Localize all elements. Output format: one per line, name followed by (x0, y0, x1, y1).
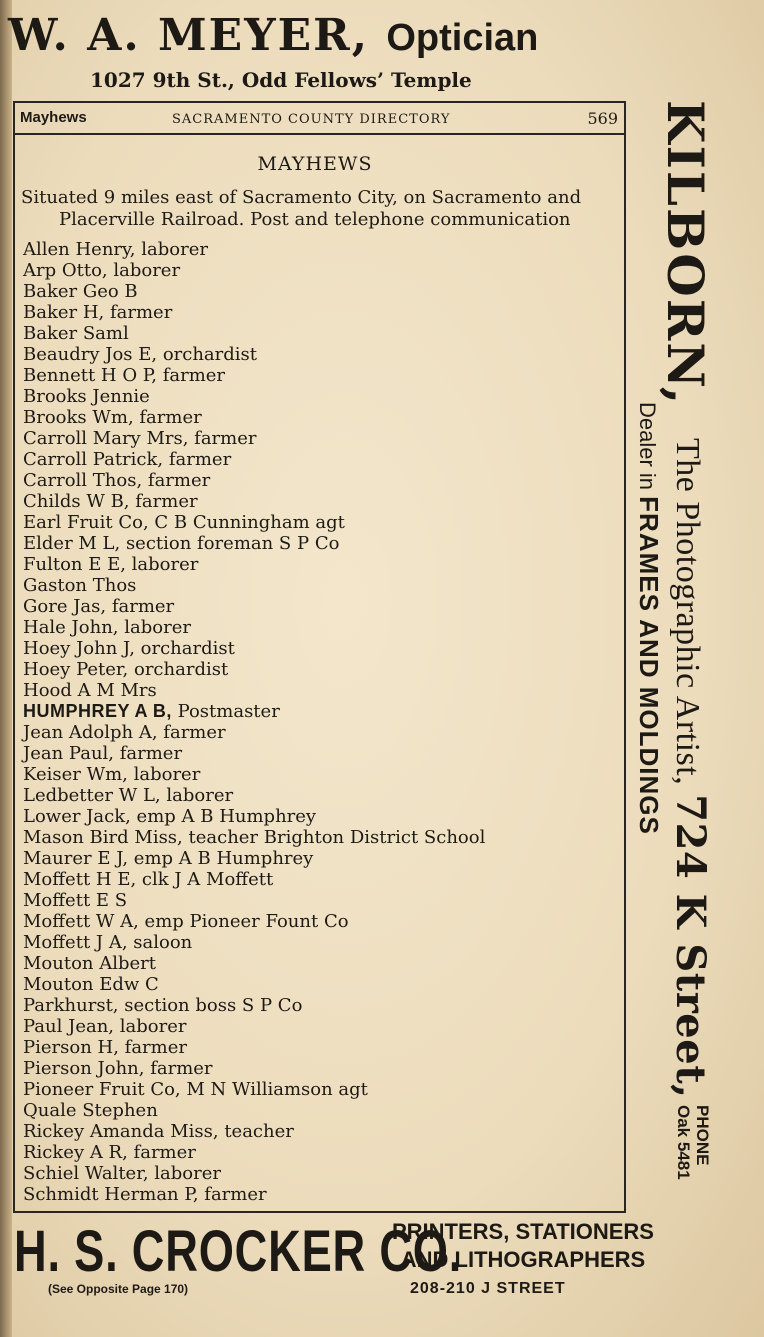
entry-name: Gore Jas, farmer (23, 596, 175, 617)
book-spine-edge (0, 0, 12, 1337)
entry-detail: Postmaster (171, 701, 280, 722)
entry-name: Lower Jack, emp A B Humphrey (23, 806, 317, 827)
entry-name: Baker Saml (23, 323, 129, 344)
directory-entry (23, 638, 618, 659)
entry-name: Pierson John, farmer (23, 1058, 213, 1079)
entry-name: Carroll Mary Mrs, farmer (23, 428, 257, 449)
entry-name: Gaston Thos (23, 575, 137, 596)
directory-entry (23, 1142, 618, 1163)
entry-name: Schmidt Herman P, farmer (23, 1184, 267, 1205)
directory-entry (23, 323, 618, 344)
entry-name: Fulton E E, laborer (23, 554, 199, 575)
ad-meyer-address: 1027 9th St., Odd Fellows’ Temple (90, 68, 472, 92)
directory-entry (23, 869, 618, 890)
directory-entry-list (23, 239, 618, 1205)
entry-name: Childs W B, farmer (23, 491, 198, 512)
ad-crocker-services-line-1: PRINTERS, STATIONERS (392, 1219, 654, 1244)
ad-crocker-name: H. S. CROCKER CO. (14, 1219, 463, 1284)
entry-name: Parkhurst, section boss S P Co (23, 995, 303, 1016)
header-directory-title: SACRAMENTO COUNTY DIRECTORY (172, 112, 451, 127)
entry-name: Jean Paul, farmer (23, 743, 183, 764)
directory-entry (23, 239, 618, 260)
directory-entry (23, 1079, 618, 1100)
directory-entry (23, 428, 618, 449)
directory-entry (23, 407, 618, 428)
directory-entry (23, 680, 618, 701)
ad-kilborn-name: KILBORN, (656, 100, 715, 407)
entry-name: Pioneer Fruit Co, M N Williamson agt (23, 1079, 368, 1100)
directory-entry (23, 491, 618, 512)
ad-kilborn-street: 724 K Street, (667, 794, 714, 1099)
entry-name: Hoey John J, orchardist (23, 638, 235, 659)
entry-name: Arp Otto, laborer (23, 260, 181, 281)
section-intro (21, 187, 621, 231)
entry-name: Moffett E S (23, 890, 128, 911)
ad-crocker-note: (See Opposite Page 170) (48, 1282, 189, 1296)
directory-entry (23, 743, 618, 764)
ad-kilborn-dealer-goods: FRAMES AND MOLDINGS (634, 496, 664, 835)
ad-kilborn-phone-number: Oak 5481 (674, 1105, 693, 1180)
directory-entry (23, 659, 618, 680)
header-divider (15, 133, 624, 135)
directory-entry (23, 1037, 618, 1058)
ad-crocker-services-line-2: AND LITHOGRAPHERS (400, 1247, 646, 1272)
entry-name: Hood A M Mrs (23, 680, 157, 701)
directory-entry (23, 386, 618, 407)
entry-name: Brooks Wm, farmer (23, 407, 202, 428)
directory-entry (23, 554, 618, 575)
directory-entry (23, 911, 618, 932)
entry-name: Rickey Amanda Miss, teacher (23, 1121, 294, 1142)
entry-name: Moffett W A, emp Pioneer Fount Co (23, 911, 349, 932)
running-header (20, 107, 618, 131)
directory-entry (23, 785, 618, 806)
entry-name: Beaudry Jos E, orchardist (23, 344, 258, 365)
ad-meyer-name (8, 10, 538, 61)
directory-entry (23, 722, 618, 743)
ad-crocker-services (388, 1218, 658, 1274)
entry-name: Carroll Patrick, farmer (23, 449, 232, 470)
directory-entry (23, 806, 618, 827)
ad-meyer-name-text: W. A. MEYER, (8, 10, 370, 61)
entry-name: Baker H, farmer (23, 302, 173, 323)
entry-name: Jean Adolph A, farmer (23, 722, 226, 743)
directory-entry (23, 1121, 618, 1142)
directory-entry (23, 596, 618, 617)
directory-entry (23, 281, 618, 302)
directory-entry (23, 848, 618, 869)
entry-name: Bennett H O P, farmer (23, 365, 226, 386)
entry-name: Maurer E J, emp A B Humphrey (23, 848, 314, 869)
directory-entry (23, 260, 618, 281)
entry-name: Mouton Edw C (23, 974, 159, 995)
entry-name: Ledbetter W L, laborer (23, 785, 234, 806)
entry-name: Pierson H, farmer (23, 1037, 187, 1058)
entry-name: Keiser Wm, laborer (23, 764, 201, 785)
directory-entry (23, 449, 618, 470)
directory-entry (23, 1184, 618, 1205)
directory-entry (23, 1016, 618, 1037)
ad-kilborn-dealer-prefix: Dealer in (635, 402, 660, 491)
directory-entry (23, 533, 618, 554)
directory-entry (23, 932, 618, 953)
directory-entry (23, 995, 618, 1016)
entry-name: Mouton Albert (23, 953, 157, 974)
ad-kilborn-tagline (667, 438, 714, 1099)
directory-entry (23, 617, 618, 638)
ad-kilborn-dealer (633, 402, 664, 835)
ad-kilborn-tagline-text: The Photographic Artist, (669, 438, 706, 786)
header-section-name: Mayhews (20, 109, 87, 126)
directory-entry (23, 470, 618, 491)
entry-name: Elder M L, section foreman S P Co (23, 533, 340, 554)
entry-name: Earl Fruit Co, C B Cunningham agt (23, 512, 345, 533)
section-title: MAYHEWS (257, 153, 373, 175)
ad-crocker-address: 208-210 J STREET (410, 1280, 566, 1297)
directory-entry (23, 1100, 618, 1121)
entry-name: Baker Geo B (23, 281, 138, 302)
ad-kilborn-phone-label: PHONE (693, 1105, 712, 1166)
entry-name: Hoey Peter, orchardist (23, 659, 229, 680)
side-advertisement (630, 100, 764, 1210)
directory-entry (23, 764, 618, 785)
entry-name: Quale Stephen (23, 1100, 158, 1121)
directory-entry (23, 701, 618, 722)
ad-kilborn-phone (674, 1105, 712, 1180)
directory-entry (23, 575, 618, 596)
directory-entry (23, 890, 618, 911)
section-intro-line-1: Situated 9 miles east of Sacramento City, on Sacramento and (21, 187, 582, 208)
directory-entry (23, 1058, 618, 1079)
entry-name: Mason Bird Miss, teacher Brighton District School (23, 827, 486, 848)
entry-name: Allen Henry, laborer (23, 239, 208, 260)
entry-name: Moffett H E, clk J A Moffett (23, 869, 274, 890)
entry-name: Paul Jean, laborer (23, 1016, 187, 1037)
entry-name: Schiel Walter, laborer (23, 1163, 221, 1184)
directory-entry (23, 827, 618, 848)
section-intro-line-2: Placerville Railroad. Post and telephone communication (59, 209, 571, 230)
entry-name: Brooks Jennie (23, 386, 150, 407)
directory-entry (23, 344, 618, 365)
top-advertisement (0, 8, 764, 103)
ad-meyer-title: Optician (386, 17, 539, 59)
directory-entry (23, 302, 618, 323)
directory-entry (23, 974, 618, 995)
page-number: 569 (587, 109, 618, 128)
entry-name: HUMPHREY A B, (23, 701, 172, 721)
entry-name: Rickey A R, farmer (23, 1142, 196, 1163)
directory-entry (23, 365, 618, 386)
directory-entry (23, 1163, 618, 1184)
entry-name: Hale John, laborer (23, 617, 191, 638)
entry-name: Moffett J A, saloon (23, 932, 193, 953)
bottom-advertisement (0, 1214, 764, 1337)
directory-entry (23, 512, 618, 533)
entry-name: Carroll Thos, farmer (23, 470, 211, 491)
directory-entry (23, 953, 618, 974)
